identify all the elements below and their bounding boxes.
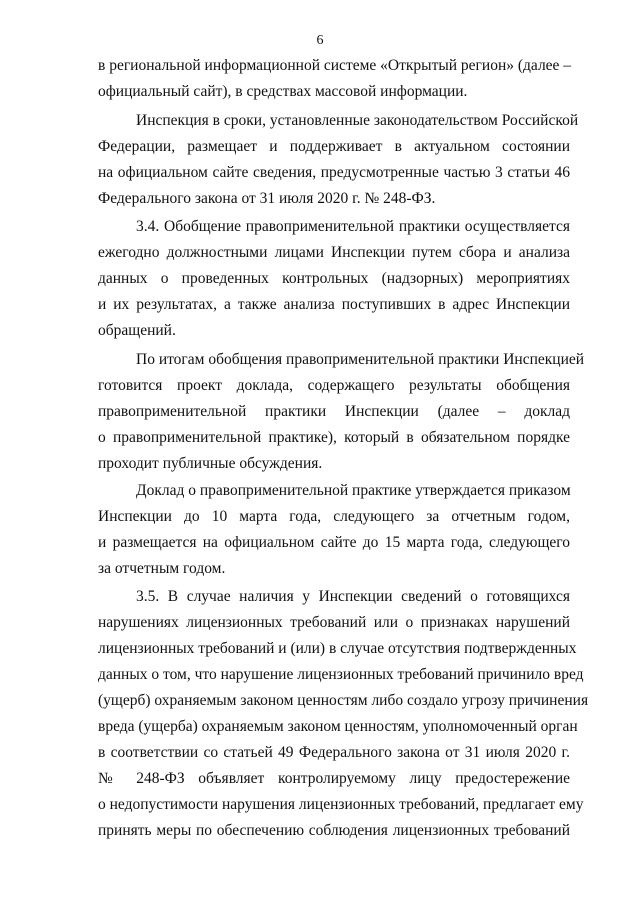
text-line: и их результатах, а также анализа поступивших в адрес Инспекции: [98, 296, 570, 313]
text-line: и размещается на официальном сайте до 15 марта года, следующего: [98, 534, 570, 551]
text-line: лицензионных требований и (или) в случае отсутствия подтвержденных: [98, 640, 577, 657]
text-line: Доклад о правоприменительной практике утверждается приказом: [136, 482, 571, 499]
text-line: нарушениях лицензионных требований или о признаках нарушений: [98, 614, 570, 631]
text-line: Инспекции до 10 марта года, следующего за отчетным годом,: [98, 508, 570, 525]
text-line: правоприменительной практики Инспекции (далее – доклад: [98, 403, 570, 420]
text-line: 3.4. Обобщение правоприменительной практики осуществляется: [136, 218, 570, 235]
text-line: Инспекция в сроки, установленные законодательством Российской: [136, 112, 579, 129]
text-line: (ущерб) охраняемым законом ценностям либо создало угрозу причинения: [98, 692, 589, 709]
text-line: 3.5. В случае наличия у Инспекции сведений о готовящихся: [136, 588, 570, 605]
text-line: проходит публичные обсуждения.: [98, 455, 323, 472]
text-line: в региональной информационной системе «Открытый регион» (далее –: [98, 57, 572, 74]
text-line: По итогам обобщения правоприменительной практики Инспекцией: [136, 351, 585, 368]
text-line: Федерального закона от 31 июля 2020 г. № 248-ФЗ.: [98, 190, 436, 207]
text-line: официальный сайт), в средствах массовой информации.: [98, 83, 468, 100]
text-line: на официальном сайте сведения, предусмотренные частью 3 статьи 46: [98, 164, 570, 181]
page-number: 6: [316, 33, 324, 48]
text-line: принять меры по обеспечению соблюдения лицензионных требований: [98, 822, 570, 839]
text-line: данных о проведенных контрольных (надзорных) мероприятиях: [98, 270, 570, 287]
text-line: о недопустимости нарушения лицензионных требований, предлагает ему: [98, 796, 584, 813]
text-line: за отчетным годом.: [98, 560, 226, 577]
text-line: № 248-ФЗ объявляет контролируемому лицу предостережение: [98, 770, 570, 787]
text-line: вреда (ущерба) охраняемым законом ценностям, уполномоченный орган: [98, 718, 578, 735]
text-line: данных о том, что нарушение лицензионных требований причинило вред: [98, 666, 584, 683]
text-line: Федерации, размещает и поддерживает в актуальном состоянии: [98, 138, 570, 155]
text-line: ежегодно должностными лицами Инспекции путем сбора и анализа: [98, 244, 570, 261]
text-line: о правоприменительной практике), который в обязательном порядке: [98, 429, 570, 446]
text-line: в соответствии со статьей 49 Федерального закона от 31 июля 2020 г.: [98, 744, 570, 761]
text-line: обращений.: [98, 322, 176, 339]
text-line: готовится проект доклада, содержащего результаты обобщения: [98, 377, 570, 394]
